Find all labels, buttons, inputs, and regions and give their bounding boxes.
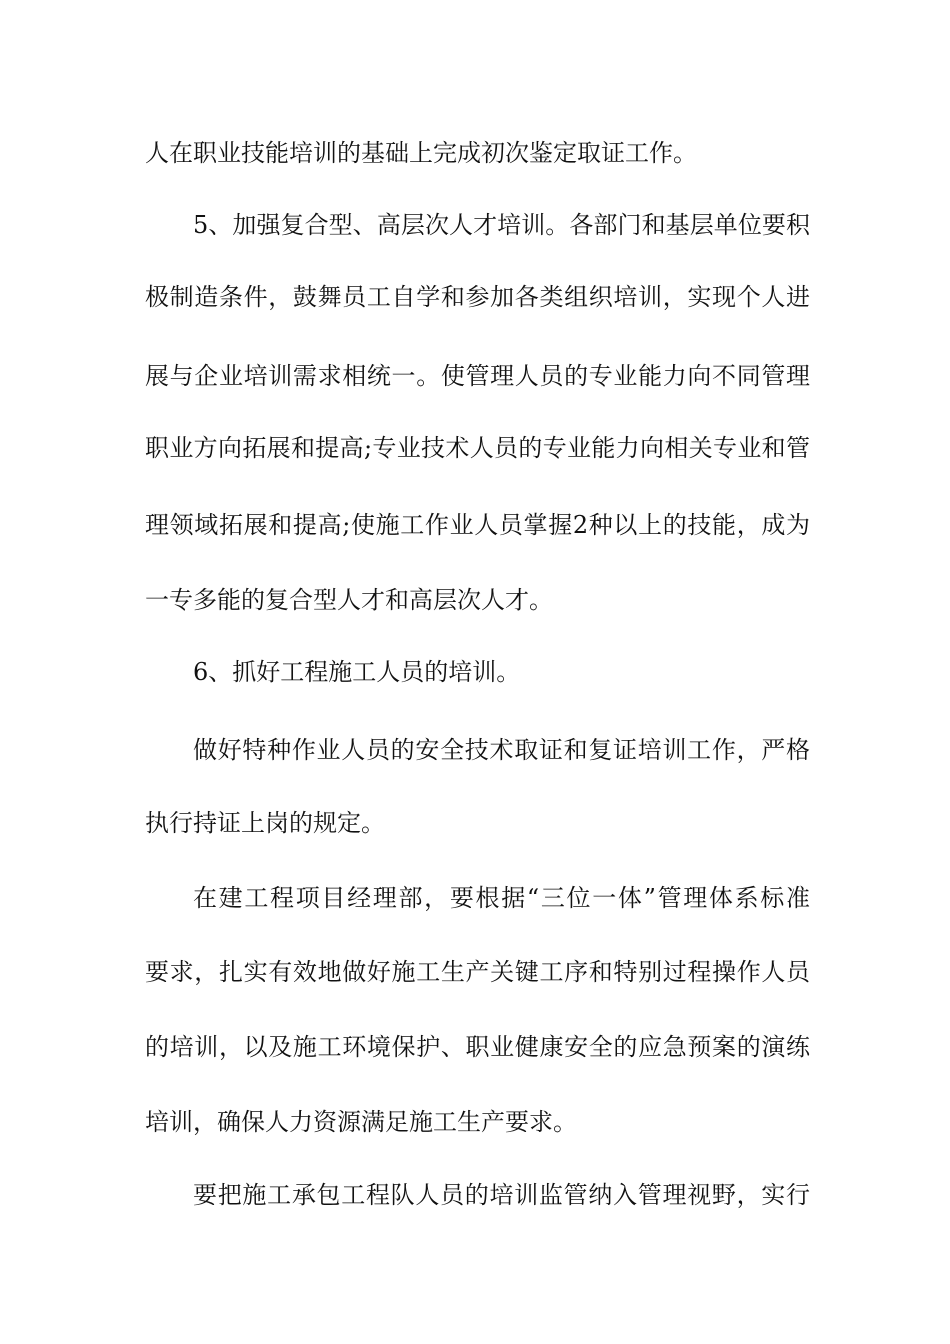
text-line: 执行持证上岗的规定。: [145, 809, 385, 837]
text-line: 6、抓好工程施工人员的培训。: [193, 658, 521, 686]
text-line: 的培训，以及施工环境保护、职业健康安全的应急预案的演练: [145, 1033, 810, 1061]
text-line: 理领域拓展和提高;使施工作业人员掌握2种以上的技能，成为: [145, 511, 810, 539]
text-line: 极制造条件，鼓舞员工自学和参加各类组织培训，实现个人进: [145, 283, 810, 311]
text-line: 一专多能的复合型人才和高层次人才。: [145, 586, 553, 614]
text-line: 职业方向拓展和提高;专业技术人员的专业能力向相关专业和管: [145, 434, 810, 462]
text-line: 人在职业技能培训的基础上完成初次鉴定取证工作。: [145, 139, 697, 167]
text-line: 5、加强复合型、高层次人才培训。各部门和基层单位要积: [193, 211, 810, 239]
text-line: 在建工程项目经理部，要根据“三位一体”管理体系标准: [193, 884, 810, 912]
text-line: 展与企业培训需求相统一。使管理人员的专业能力向不同管理: [145, 362, 810, 390]
text-line: 做好特种作业人员的安全技术取证和复证培训工作，严格: [193, 736, 810, 764]
text-line: 培训，确保人力资源满足施工生产要求。: [145, 1108, 577, 1136]
text-line: 要把施工承包工程队人员的培训监管纳入管理视野，实行: [193, 1181, 810, 1209]
text-line: 要求，扎实有效地做好施工生产关键工序和特别过程操作人员: [145, 958, 810, 986]
